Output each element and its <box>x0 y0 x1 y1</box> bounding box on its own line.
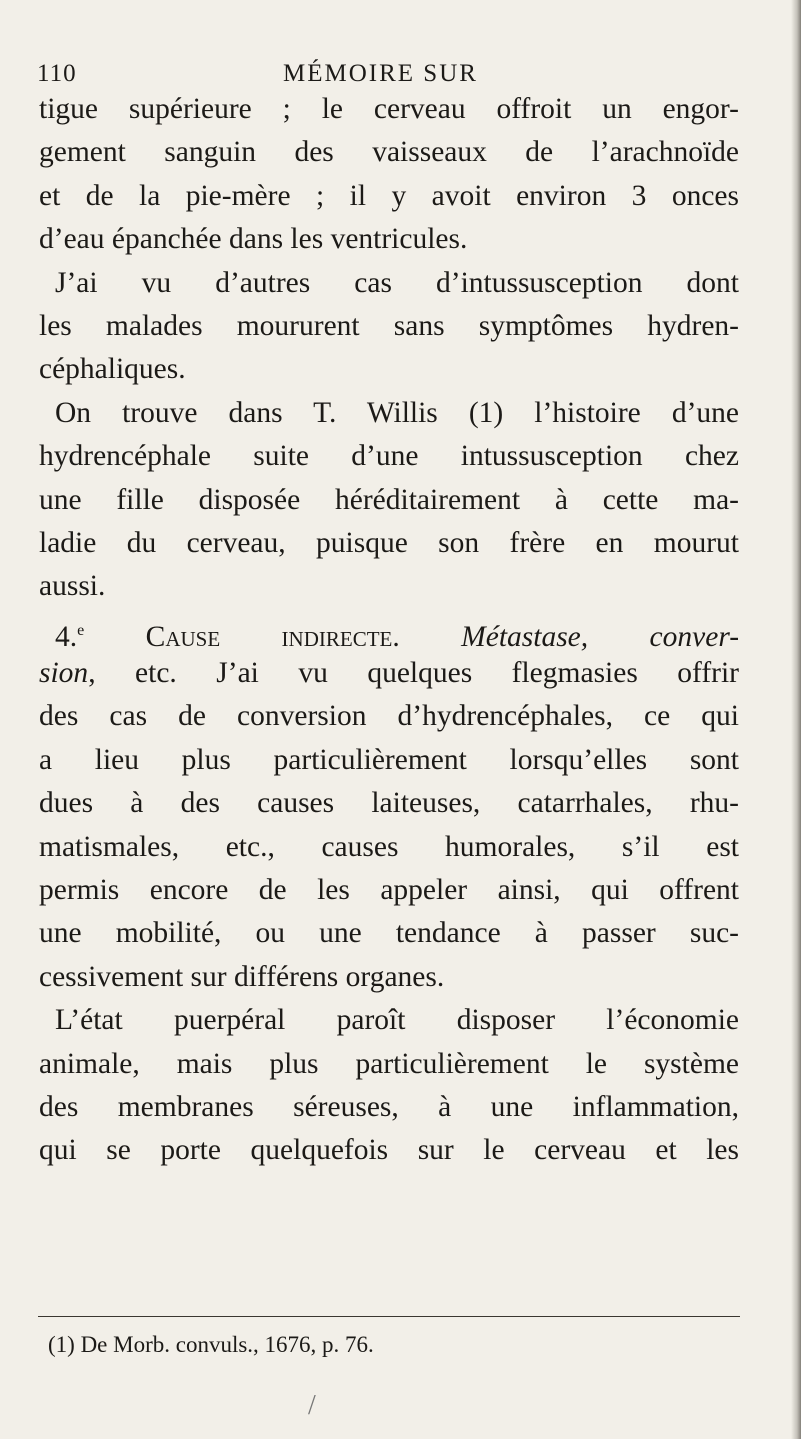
page-number: 110 <box>37 60 77 87</box>
text-line: céphaliques. <box>39 353 186 386</box>
text-line: cessivement sur différens organes. <box>39 960 445 993</box>
footnote-rule <box>38 1316 740 1317</box>
text-line: une fille disposée héréditairement à cette ma- <box>39 483 739 516</box>
text-line: d’eau épanchée dans les ventricules. <box>39 223 468 256</box>
text-line: et de la pie-mère ; il y avoit environ 3 onces <box>39 179 739 212</box>
body-text <box>39 88 739 1173</box>
text-line: aussi. <box>39 570 106 603</box>
section-number: 4. <box>55 620 78 653</box>
text-line <box>39 652 739 695</box>
text-line: les malades moururent sans symptômes hydren- <box>39 309 739 342</box>
section-superscript: e <box>77 621 85 639</box>
text-line: gement sanguin des vaisseaux de l’arachnoïde <box>39 136 739 169</box>
text-line: une mobilité, ou une tendance à passer suc- <box>39 917 739 950</box>
section-cont-rest: , etc. J’ai vu quelques flegmasies offrir <box>88 657 739 690</box>
text-line: animale, mais plus particulièrement le système <box>39 1047 739 1080</box>
page-header <box>37 50 737 90</box>
text-line: des cas de conversion d’hydrencéphales, ce qui <box>39 700 739 733</box>
section-italic-title: Métastase, conver- <box>461 620 740 653</box>
text-line: matismales, etc., causes humorales, s’il est <box>39 830 739 863</box>
footnote: (1) De Morb. convuls., 1676, p. 76. <box>48 1332 374 1357</box>
text-line: J’ai vu d’autres cas d’intussusception dont <box>55 266 739 299</box>
running-title: MÉMOIRE SUR <box>283 60 478 87</box>
text-line: a lieu plus particulièrement lorsqu’elles sont <box>39 743 739 776</box>
text-line: L’état puerpéral paroît disposer l’économie <box>55 1004 739 1037</box>
section-heading: Cause indirecte. <box>145 620 400 653</box>
text-line: hydrencéphale suite d’une intussusception chez <box>39 440 739 473</box>
text-line: permis encore de les appeler ainsi, qui offrent <box>39 874 739 907</box>
text-line: dues à des causes laiteuses, catarrhales, rhu- <box>39 787 739 820</box>
text-line: tigue supérieure ; le cerveau offroit un engor- <box>39 93 739 125</box>
section-italic-cont: sion <box>39 657 89 690</box>
text-line: ladie du cerveau, puisque son frère en mourut <box>39 526 739 559</box>
text-line: qui se porte quelquefois sur le cerveau et les <box>39 1134 739 1167</box>
section-heading-line <box>39 609 739 652</box>
stray-mark: / <box>308 1390 316 1421</box>
text-line: On trouve dans T. Willis (1) l’histoire d’une <box>55 396 739 429</box>
text-line: des membranes séreuses, à une inflammation, <box>39 1090 739 1123</box>
page-edge-shadow <box>791 0 801 1439</box>
